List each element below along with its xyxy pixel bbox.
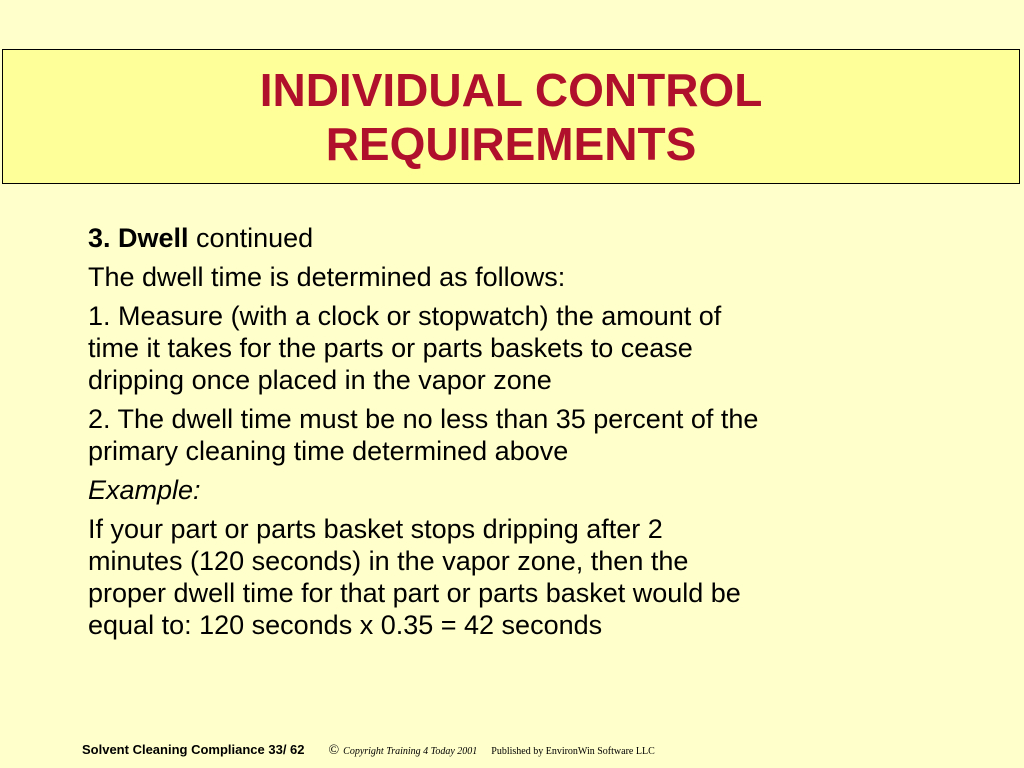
- title-line-2: REQUIREMENTS: [325, 118, 697, 170]
- example-line-3: proper dwell time for that part or parts basket would be: [88, 578, 741, 608]
- step-1-line-1: 1. Measure (with a clock or stopwatch) the amount of: [88, 301, 722, 331]
- intro-paragraph: The dwell time is determined as follows:: [88, 262, 566, 292]
- title-line-1: INDIVIDUAL CONTROL: [259, 64, 763, 116]
- section-heading: [88, 222, 968, 254]
- slide-body: [88, 222, 968, 648]
- footer-course-page: Solvent Cleaning Compliance 33/ 62: [82, 742, 305, 757]
- step-1-line-2: time it takes for the parts or parts baskets to cease: [88, 333, 693, 363]
- footer-publisher: Published by EnvironWin Software LLC: [491, 746, 655, 757]
- step-2-line-1: 2. The dwell time must be no less than 35 percent of the: [88, 404, 759, 434]
- copyright-symbol: ©: [328, 743, 340, 758]
- example-label: Example:: [88, 475, 201, 505]
- footer-copyright: Copyright Training 4 Today 2001: [343, 746, 478, 757]
- slide-title: [3, 50, 1019, 171]
- section-heading-bold: 3. Dwell: [88, 223, 189, 253]
- example-paragraph: [88, 513, 968, 641]
- title-box: [2, 49, 1020, 184]
- example-line-2: minutes (120 seconds) in the vapor zone, then the: [88, 546, 689, 576]
- example-line-4: equal to: 120 seconds x 0.35 = 42 seconds: [88, 610, 603, 640]
- step-2-line-2: primary cleaning time determined above: [88, 436, 569, 466]
- slide-footer: [82, 741, 982, 761]
- step-1-line-3: dripping once placed in the vapor zone: [88, 365, 552, 395]
- step-2-paragraph: [88, 403, 968, 467]
- step-1-paragraph: [88, 300, 968, 396]
- example-line-1: If your part or parts basket stops dripping after 2: [88, 514, 663, 544]
- section-heading-rest: continued: [188, 223, 314, 253]
